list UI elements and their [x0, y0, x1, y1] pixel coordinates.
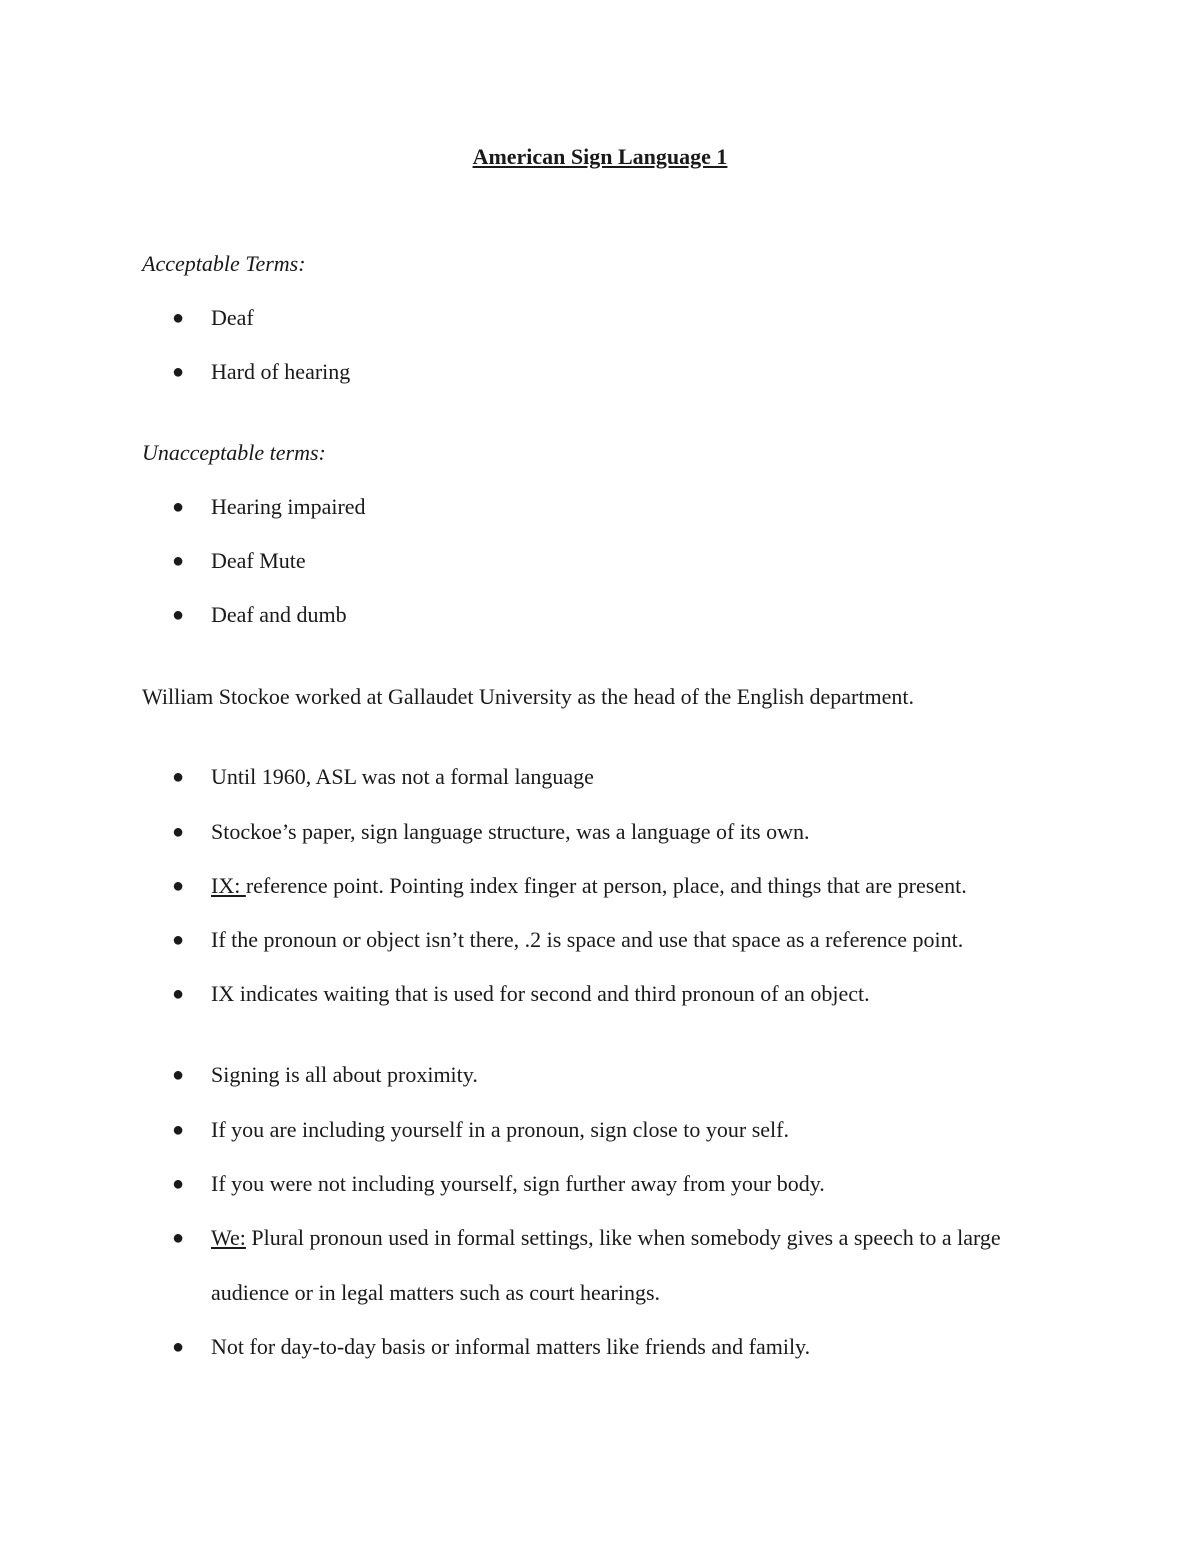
list-item-text: If you were not including yourself, sign further away from your body. [211, 1171, 825, 1196]
list-item-text: Deaf and dumb [211, 602, 347, 627]
bullet-icon: ● [172, 307, 185, 329]
stockoe-paragraph: William Stockoe worked at Gallaudet University as the head of the English department. [142, 684, 914, 709]
list-item [172, 1060, 1071, 1090]
bullet-icon: ● [172, 496, 185, 518]
list-item-text: If you are including yourself in a pronoun, sign close to your self. [211, 1117, 789, 1142]
bullet-icon: ● [172, 875, 185, 897]
list-item [172, 1332, 1071, 1362]
list-item [172, 817, 1071, 847]
list-item [172, 600, 1071, 630]
list-item [172, 546, 1071, 576]
list-item-text: Deaf [211, 305, 254, 330]
bullet-icon: ● [172, 983, 185, 1005]
bullet-icon: ● [172, 1173, 185, 1195]
list-item [172, 1115, 1071, 1145]
list-item-text: Until 1960, ASL was not a formal language [211, 764, 594, 789]
term-we: We: [211, 1225, 246, 1250]
list-item-continuation: audience or in legal matters such as court hearings. [211, 1280, 661, 1305]
list-item [172, 979, 1071, 1009]
acceptable-terms-heading: Acceptable Terms: [142, 251, 306, 276]
list-item [172, 357, 1071, 387]
bullet-icon: ● [172, 929, 185, 951]
list-item-text: Stockoe’s paper, sign language structure, was a language of its own. [211, 819, 810, 844]
bullet-icon: ● [172, 604, 185, 626]
list-item-text: reference point. Pointing index finger at person, place, and things that are present. [245, 873, 967, 898]
list-item-text: If the pronoun or object isn’t there, .2 is space and use that space as a reference point. [211, 927, 964, 952]
bullet-icon: ● [172, 1336, 185, 1358]
list-item-text: IX indicates waiting that is used for second and third pronoun of an object. [211, 981, 870, 1006]
list-item [172, 925, 1071, 955]
bullet-icon: ● [172, 766, 185, 788]
list-item-text: Plural pronoun used in formal settings, like when somebody gives a speech to a large [245, 1225, 1001, 1250]
list-item [172, 871, 1071, 901]
list-item-text: Not for day-to-day basis or informal matters like friends and family. [211, 1334, 811, 1359]
page-title: American Sign Language 1 [472, 144, 728, 169]
list-item [172, 1223, 1071, 1253]
list-item [172, 492, 1071, 522]
list-item [172, 1169, 1071, 1199]
list-item-text: Deaf Mute [211, 548, 306, 573]
bullet-icon: ● [172, 1119, 185, 1141]
list-item [172, 762, 1071, 792]
term-ix: IX: [211, 873, 246, 898]
bullet-icon: ● [172, 361, 185, 383]
bullet-icon: ● [172, 821, 185, 843]
list-item [172, 303, 1071, 333]
bullet-icon: ● [172, 550, 185, 572]
list-item-text: Signing is all about proximity. [211, 1062, 478, 1087]
list-item-text: Hard of hearing [211, 359, 351, 384]
list-item-text: Hearing impaired [211, 494, 366, 519]
unacceptable-terms-heading: Unacceptable terms: [142, 440, 326, 465]
bullet-icon: ● [172, 1227, 185, 1249]
bullet-icon: ● [172, 1064, 185, 1086]
